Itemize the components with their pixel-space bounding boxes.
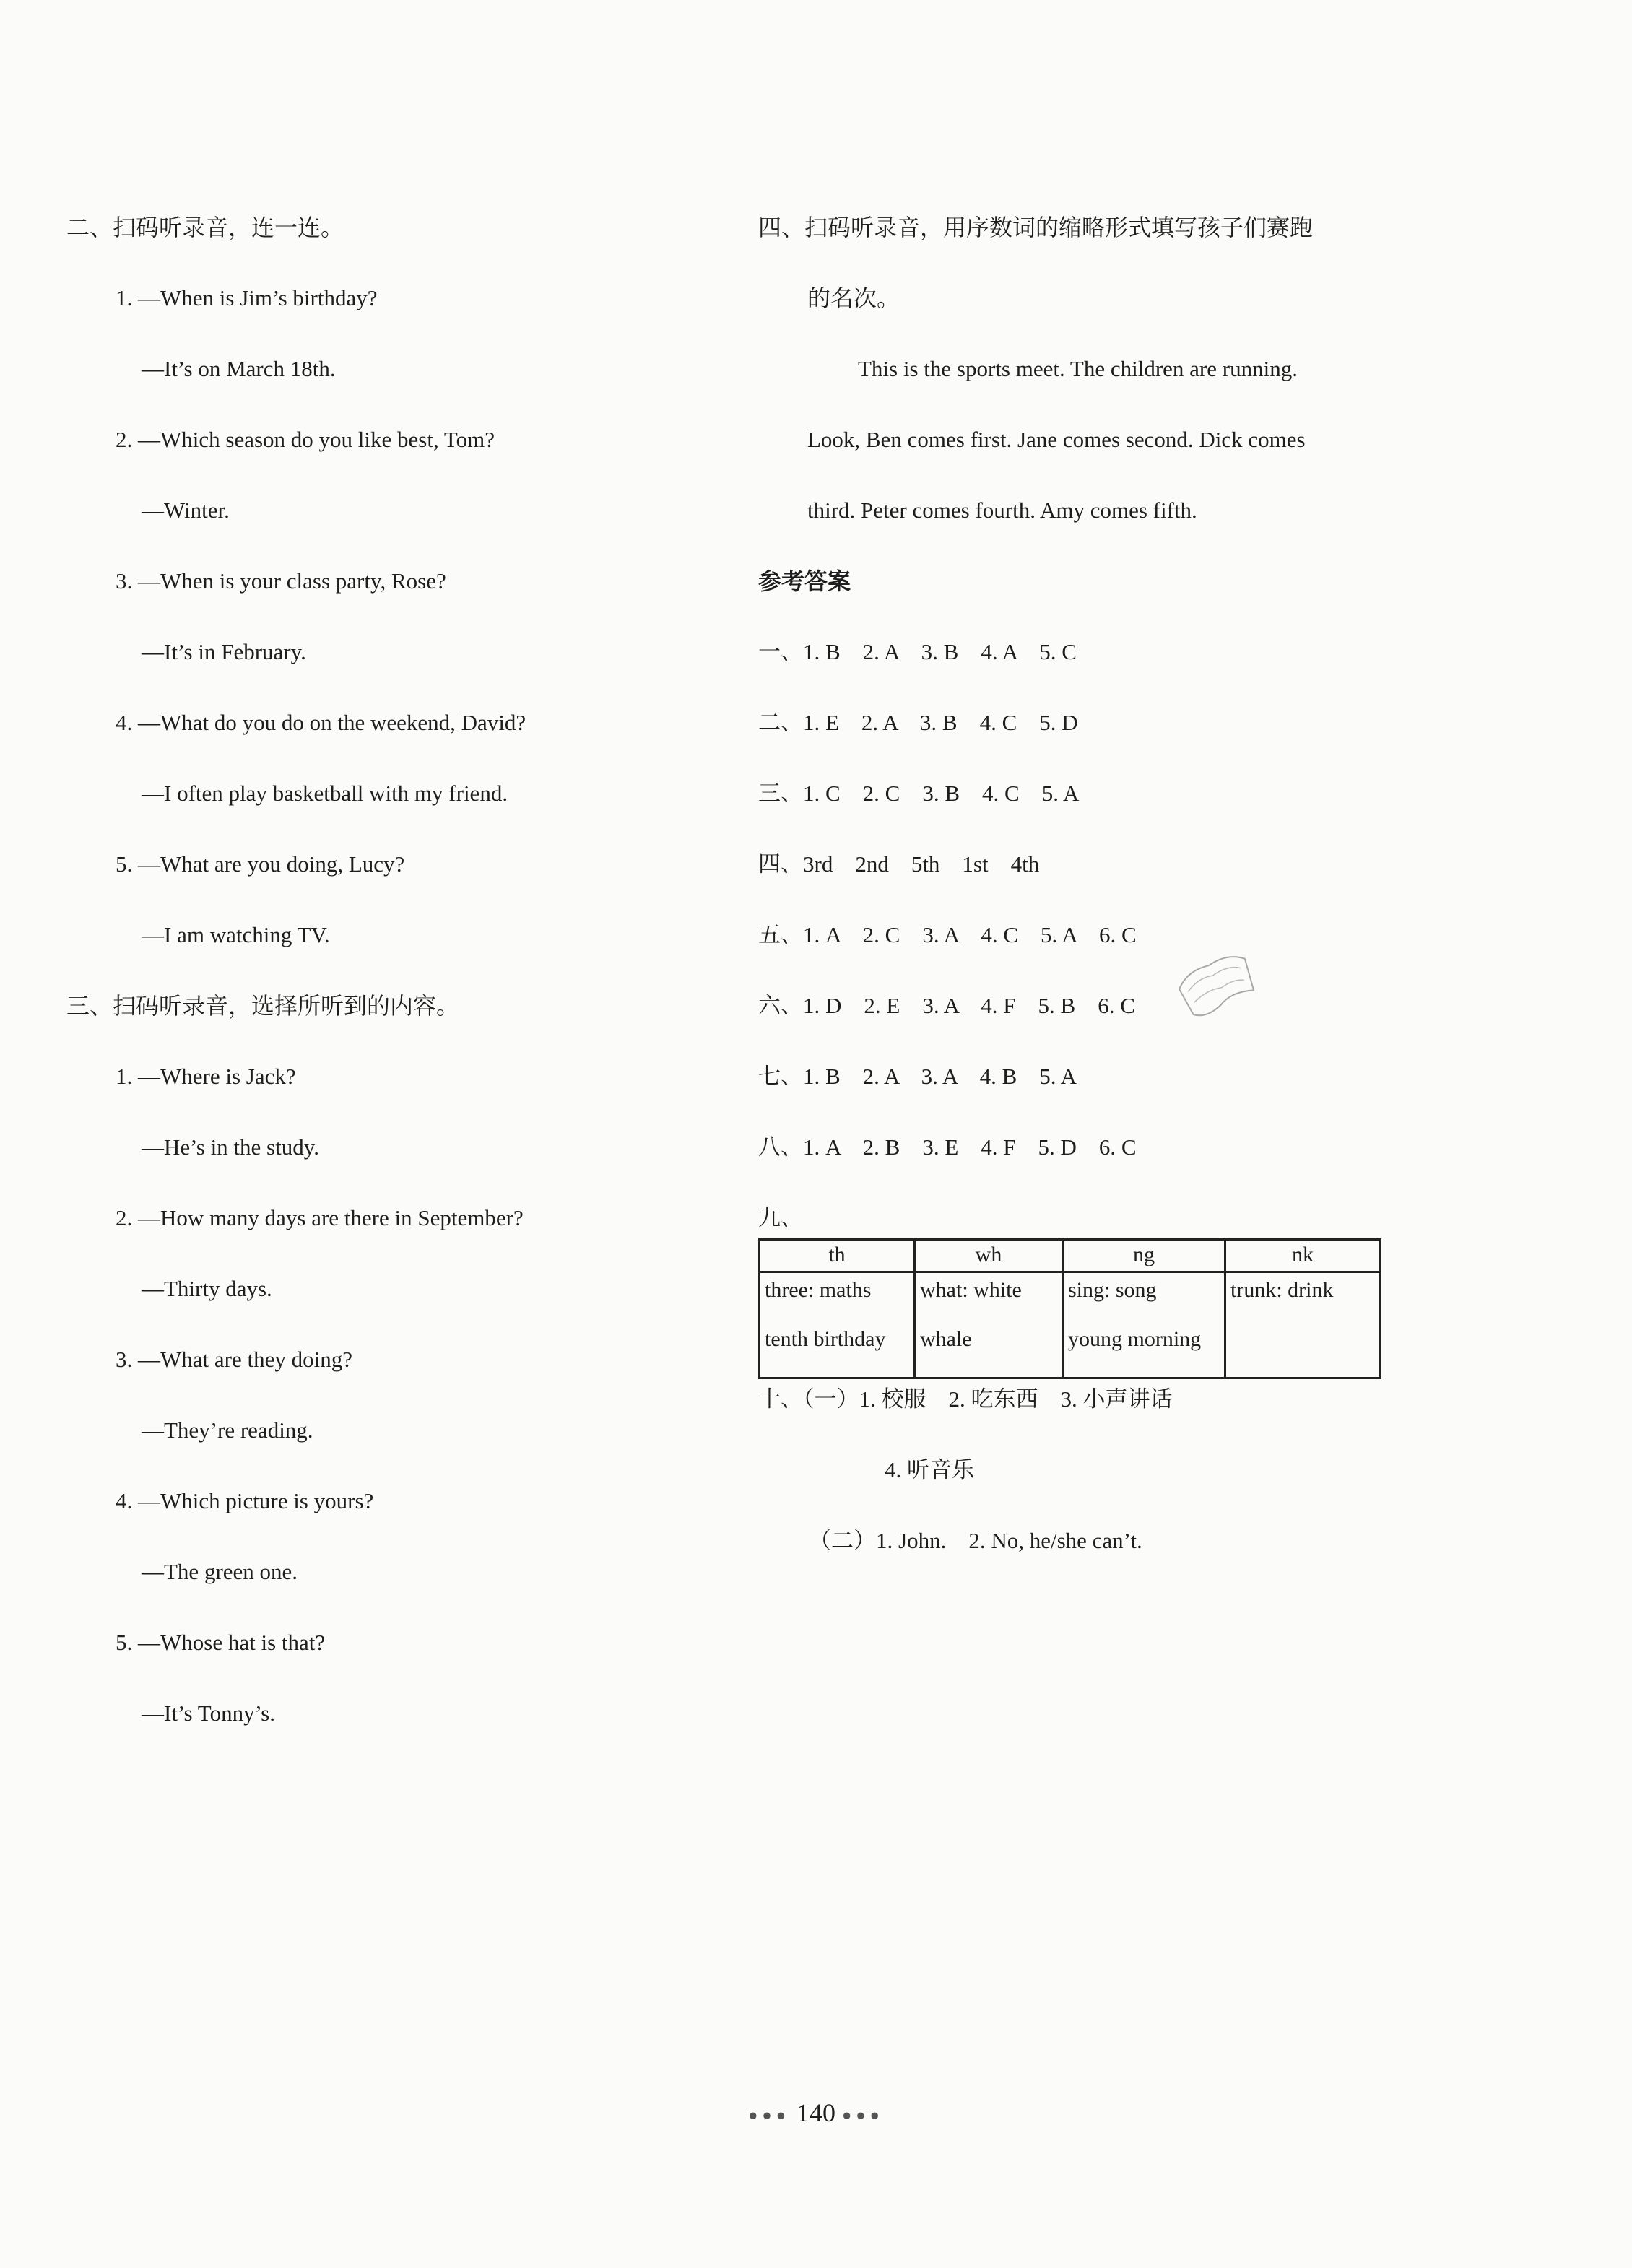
answer-line: 七、1. B 2. A 3. A 4. B 5. A bbox=[758, 1064, 1077, 1089]
passage-line: third. Peter comes fourth. Amy comes fifth. bbox=[807, 498, 1197, 523]
section-10-line: 十、（一）1. 校服 2. 吃东西 3. 小声讲话 bbox=[758, 1386, 1173, 1412]
section-4-title: 四、扫码听录音，用序数词的缩略形式填写孩子们赛跑 bbox=[758, 214, 1314, 240]
section-3-title: 三、扫码听录音，选择所听到的内容。 bbox=[66, 993, 460, 1019]
section-4-title-cont: 的名次。 bbox=[807, 285, 900, 311]
page-number-text: 140 bbox=[797, 2098, 835, 2127]
text-line: 1. —When is Jim’s birthday? bbox=[116, 285, 378, 310]
section-10-line: 4. 听音乐 bbox=[885, 1457, 974, 1482]
cell-text: young morning bbox=[1068, 1327, 1202, 1351]
text-line: —It’s in February. bbox=[142, 639, 306, 664]
dots-decoration: ●●● bbox=[748, 2106, 790, 2124]
cell-text: sing: song bbox=[1068, 1278, 1157, 1302]
text-line: —I am watching TV. bbox=[142, 922, 330, 947]
text-line: 4. —Which picture is yours? bbox=[116, 1488, 374, 1513]
text-line: —He’s in the study. bbox=[142, 1134, 319, 1160]
cell-text: what: white bbox=[920, 1278, 1022, 1302]
text-line: 3. —What are they doing? bbox=[116, 1347, 352, 1372]
dots-decoration: ●●● bbox=[842, 2106, 884, 2124]
text-line: 2. —Which season do you like best, Tom? bbox=[116, 427, 495, 452]
text-line: 2. —How many days are there in September? bbox=[116, 1205, 524, 1230]
stamp-watermark-icon bbox=[1165, 939, 1269, 1032]
section-2-title: 二、扫码听录音，连一连。 bbox=[66, 214, 344, 240]
text-line: 4. —What do you do on the weekend, David? bbox=[116, 710, 526, 735]
cell-text: trunk: drink bbox=[1230, 1278, 1334, 1302]
cell-text: whale bbox=[920, 1327, 972, 1351]
answer-line: 一、1. B 2. A 3. B 4. A 5. C bbox=[758, 639, 1077, 664]
text-line: 1. —Where is Jack? bbox=[116, 1064, 296, 1089]
answer-line: 八、1. A 2. B 3. E 4. F 5. D 6. C bbox=[758, 1134, 1137, 1160]
text-line: —I often play basketball with my friend. bbox=[142, 781, 508, 806]
section-10-line: （二）1. John. 2. No, he/she can’t. bbox=[809, 1528, 1142, 1553]
answer-line: 六、1. D 2. E 3. A 4. F 5. B 6. C bbox=[758, 993, 1135, 1018]
answer-line: 三、1. C 2. C 3. B 4. C 5. A bbox=[758, 781, 1080, 806]
text-line: 3. —When is your class party, Rose? bbox=[116, 568, 446, 594]
answer-line: 五、1. A 2. C 3. A 4. C 5. A 6. C bbox=[758, 922, 1137, 947]
passage-line: Look, Ben comes first. Jane comes second. Dick comes bbox=[807, 427, 1306, 452]
page-number bbox=[0, 2098, 1632, 2128]
answers-title: 参考答案 bbox=[758, 568, 851, 594]
text-line: —They’re reading. bbox=[142, 1417, 313, 1443]
table-cell bbox=[1225, 1272, 1381, 1378]
answer-line: 二、1. E 2. A 3. B 4. C 5. D bbox=[758, 710, 1078, 735]
table-cell bbox=[760, 1272, 915, 1378]
table-row bbox=[760, 1272, 1381, 1378]
table-header: wh bbox=[915, 1240, 1063, 1272]
table-cell bbox=[1063, 1272, 1225, 1378]
text-line: 5. —Whose hat is that? bbox=[116, 1630, 326, 1655]
text-line: —It’s on March 18th. bbox=[142, 356, 336, 381]
section-9-label: 九、 bbox=[758, 1205, 803, 1230]
table-cell bbox=[915, 1272, 1063, 1378]
table-header: ng bbox=[1063, 1240, 1225, 1272]
answer-line: 四、3rd 2nd 5th 1st 4th bbox=[758, 851, 1040, 877]
text-line: —Winter. bbox=[142, 498, 230, 523]
phonics-table bbox=[758, 1238, 1381, 1379]
passage-line: This is the sports meet. The children are running. bbox=[858, 356, 1298, 381]
text-line: 5. —What are you doing, Lucy? bbox=[116, 851, 405, 877]
text-line: —The green one. bbox=[142, 1559, 298, 1584]
text-line: —It’s Tonny’s. bbox=[142, 1700, 276, 1726]
table-header: nk bbox=[1225, 1240, 1381, 1272]
table-header: th bbox=[760, 1240, 915, 1272]
cell-text: three: maths bbox=[765, 1278, 872, 1302]
cell-text: tenth birthday bbox=[765, 1327, 886, 1351]
text-line: —Thirty days. bbox=[142, 1276, 272, 1301]
